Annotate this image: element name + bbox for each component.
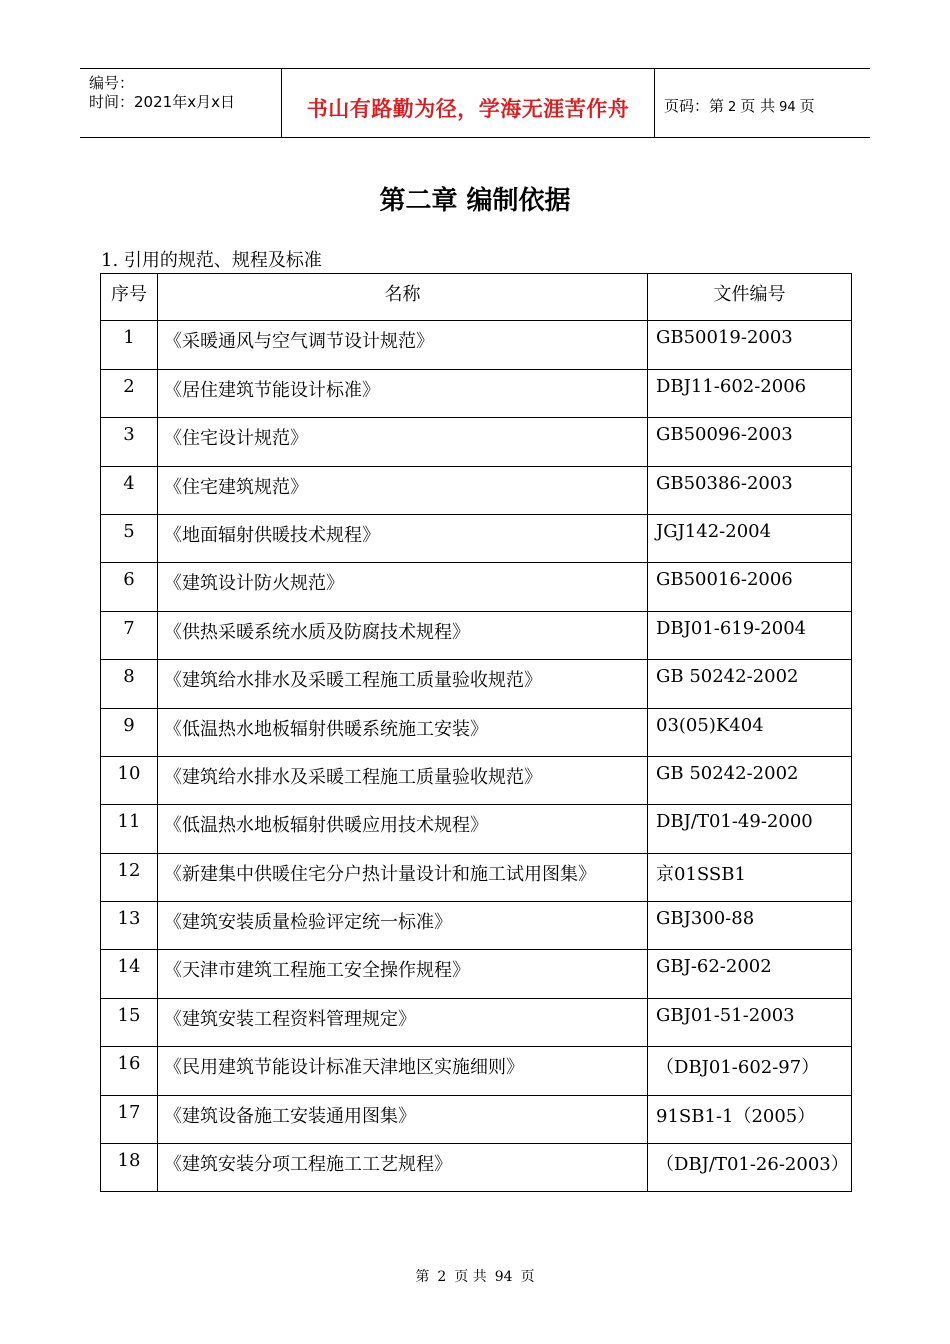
- header-number-label: 编号：: [89, 74, 135, 92]
- footer-mid: 页 共: [454, 1269, 487, 1285]
- row-standard-name: 《民用建筑节能设计标准天津地区实施细则》: [158, 1047, 648, 1095]
- table-row: [101, 756, 852, 804]
- table-row: [101, 466, 852, 514]
- footer-suffix: 页: [520, 1269, 535, 1285]
- row-document-code: GB50386-2003: [648, 466, 852, 514]
- row-document-code: GB 50242-2002: [648, 660, 852, 708]
- row-index: 4: [101, 466, 158, 514]
- row-standard-name: 《低温热水地板辐射供暖应用技术规程》: [158, 805, 648, 853]
- table-row: [101, 1047, 852, 1095]
- row-standard-name: 《居住建筑节能设计标准》: [158, 369, 648, 417]
- row-index: 1: [101, 321, 158, 369]
- header-cell-name: 名称: [158, 274, 648, 321]
- row-document-code: GBJ01-51-2003: [648, 998, 852, 1046]
- row-standard-name: 《供热采暖系统水质及防腐技术规程》: [158, 611, 648, 659]
- row-index: 7: [101, 611, 158, 659]
- table-row: [101, 611, 852, 659]
- row-document-code: 91SB1-1（2005）: [648, 1095, 852, 1143]
- page-footer: [0, 1266, 950, 1286]
- row-standard-name: 《天津市建筑工程施工安全操作规程》: [158, 950, 648, 998]
- footer-page-current: 2: [437, 1269, 447, 1285]
- row-index: 14: [101, 950, 158, 998]
- header-cell-code: 文件编号: [648, 274, 852, 321]
- row-standard-name: 《采暖通风与空气调节设计规范》: [158, 321, 648, 369]
- row-document-code: JGJ142-2004: [648, 514, 852, 562]
- table-row: [101, 660, 852, 708]
- footer-page-total: 94: [494, 1269, 513, 1285]
- row-index: 13: [101, 902, 158, 950]
- row-standard-name: 《建筑给水排水及采暖工程施工质量验收规范》: [158, 756, 648, 804]
- table-row: [101, 708, 852, 756]
- row-standard-name: 《建筑给水排水及采暖工程施工质量验收规范》: [158, 660, 648, 708]
- header-time: [89, 91, 235, 112]
- row-standard-name: 《建筑安装质量检验评定统一标准》: [158, 902, 648, 950]
- table-row: [101, 950, 852, 998]
- table-row: [101, 418, 852, 466]
- header-page-mid: 页 共: [740, 97, 776, 115]
- row-standard-name: 《住宅建筑规范》: [158, 466, 648, 514]
- header-motto: 书山有路勤为径，学海无涯苦作舟: [306, 97, 630, 121]
- table-row: [101, 1144, 852, 1192]
- standards-table: [100, 273, 852, 1192]
- header-meta: [80, 69, 282, 137]
- row-index: 6: [101, 563, 158, 611]
- row-standard-name: 《低温热水地板辐射供暖系统施工安装》: [158, 708, 648, 756]
- row-index: 15: [101, 998, 158, 1046]
- row-index: 2: [101, 369, 158, 417]
- header-motto-cell: [282, 69, 655, 137]
- row-standard-name: 《建筑安装分项工程施工工艺规程》: [158, 1144, 648, 1192]
- table-header-row: [101, 274, 852, 321]
- row-document-code: GBJ300-88: [648, 902, 852, 950]
- row-document-code: DBJ01-619-2004: [648, 611, 852, 659]
- header-page-suffix: 页: [799, 97, 815, 115]
- header-cell-index: 序号: [101, 274, 158, 321]
- row-index: 3: [101, 418, 158, 466]
- row-index: 16: [101, 1047, 158, 1095]
- row-standard-name: 《建筑设计防火规范》: [158, 563, 648, 611]
- table-row: [101, 902, 852, 950]
- row-standard-name: 《住宅设计规范》: [158, 418, 648, 466]
- row-document-code: DBJ11-602-2006: [648, 369, 852, 417]
- row-standard-name: 《建筑设备施工安装通用图集》: [158, 1095, 648, 1143]
- table-row: [101, 998, 852, 1046]
- row-index: 17: [101, 1095, 158, 1143]
- row-standard-name: 《新建集中供暖住宅分户热计量设计和施工试用图集》: [158, 853, 648, 901]
- row-index: 8: [101, 660, 158, 708]
- row-index: 18: [101, 1144, 158, 1192]
- header-time-value: 2021年x月x日: [134, 93, 235, 111]
- section-heading: 1. 引用的规范、规程及标准: [101, 250, 322, 271]
- table-row: [101, 321, 852, 369]
- row-document-code: （DBJ01-602-97）: [648, 1047, 852, 1095]
- table-row: [101, 514, 852, 562]
- table-row: [101, 805, 852, 853]
- table-row: [101, 853, 852, 901]
- header-time-label: 时间：: [89, 93, 135, 111]
- row-document-code: GB50019-2003: [648, 321, 852, 369]
- header-page-cell: [655, 69, 870, 137]
- header-page-total: 94: [779, 100, 796, 115]
- table-row: [101, 563, 852, 611]
- row-standard-name: 《建筑安装工程资料管理规定》: [158, 998, 648, 1046]
- row-index: 12: [101, 853, 158, 901]
- header-page-current: 2: [728, 100, 737, 115]
- row-document-code: GBJ-62-2002: [648, 950, 852, 998]
- row-index: 11: [101, 805, 158, 853]
- row-document-code: DBJ/T01-49-2000: [648, 805, 852, 853]
- row-index: 5: [101, 514, 158, 562]
- row-standard-name: 《地面辐射供暖技术规程》: [158, 514, 648, 562]
- chapter-title: 第二章 编制依据: [379, 186, 571, 216]
- row-document-code: （DBJ/T01-26-2003）: [648, 1144, 852, 1192]
- row-document-code: 京01SSB1: [648, 853, 852, 901]
- row-document-code: GB50096-2003: [648, 418, 852, 466]
- table-row: [101, 369, 852, 417]
- row-index: 10: [101, 756, 158, 804]
- row-document-code: GB50016-2006: [648, 563, 852, 611]
- header-page-prefix: 页码：第: [664, 97, 725, 115]
- row-index: 9: [101, 708, 158, 756]
- row-document-code: GB 50242-2002: [648, 756, 852, 804]
- table-row: [101, 1095, 852, 1143]
- row-document-code: 03(05)K404: [648, 708, 852, 756]
- header-page-indicator: [664, 95, 815, 116]
- table-body: [101, 321, 852, 1192]
- page-header: [80, 68, 870, 138]
- footer-prefix: 第: [415, 1269, 430, 1285]
